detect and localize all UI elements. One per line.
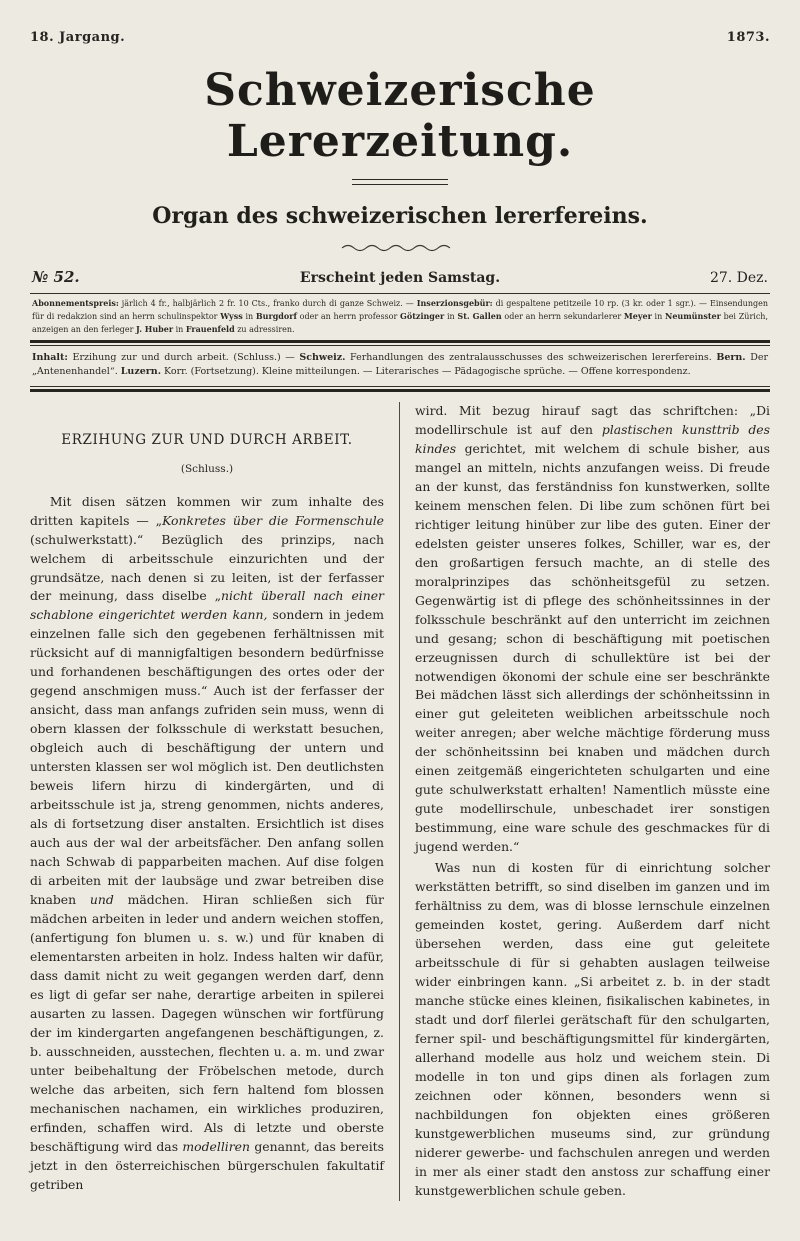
flourish-icon xyxy=(30,237,770,256)
article-heading: ERZIHUNG ZUR UND DURCH ARBEIT. xyxy=(61,431,353,448)
masthead xyxy=(30,30,770,392)
volume-label: 18. Jargang. xyxy=(30,30,126,45)
issue-number: № 52. xyxy=(32,267,80,286)
newspaper-title: Schweizerische Lererzeitung. xyxy=(204,65,596,167)
article-columns xyxy=(30,402,770,1201)
publication-frequency: Erscheint jeden Samstag. xyxy=(299,269,501,286)
article-subheading: (Schluss.) xyxy=(180,462,234,475)
divider-rule xyxy=(30,293,770,294)
left-column xyxy=(30,402,400,1201)
divider-rule xyxy=(30,386,770,387)
newspaper-subtitle: Organ des schweizerischen lererfereins. xyxy=(152,202,648,229)
title-divider-rule xyxy=(352,179,448,185)
issue-date: 27. Dez. xyxy=(709,269,768,286)
article-paragraph: Mit disen sätzen kommen wir zum inhalte des dritten kapitels — „Konkretes über die Formenschule (schulwerkstatt).“ Bezüglich des prinzips, nach welchem di arbeitsschule einzurichten und der grundsätze, nach denen si zu leiten, ist der ferfasser der meinung, dass diselbe „nicht überall nach einer schablone eingerichtet werden kann, sondern in jedem einzelnen falle sich den gegebenen ferhältnissen mit rücksicht auf di mannigfaltigen besondern bedürfnisse und forhandenen beschäftigungen des ortes oder der gegend anschmigen muss.“ Auch ist der ferfasser der ansicht, dass man anfangs zufriden sein muss, wenn di obern klassen der folksschule di werkstatt besuchen, obgleich auch di beschäftigung der untern und untersten klassen ser wol möglich ist. Den deutlichsten beweis lifern hirzu di kindergärten, und di arbeitsschule ist ja, streng genommen, nichts anderes, als di fortsetzung diser anstalten. Ersichtlich ist dises auch aus der wal der arbeitsfächer. Den anfang sollen nach Schwab di papparbeiten machen. Auf dise folgen di arbeiten mit der laubsäge und zwar betreiben dise knaben und mädchen. Hiran schließen sich für mädchen arbeiten in leder und andern weichen stoffen, (anfertigung fon blumen u. s. w.) und für knaben di elementarsten arbeiten in holz. Indess halten wir dafür, dass damit nicht zu weit gegangen werden darf, denn es ligt di gefar ser nahe, derartige arbeiten in spilerei ausarten zu lassen. Dagegen wünschen wir fortfürung der im kindergarten angefangenen beschäftigungen, z. b. ausschneiden, ausstechen, flechten u. a. m. und zwar unter beibehaltung der Fröbelschen metode, durch welche das arbeiten, sich fern haltend fom blossen mechanischen nachamen, ein wirkliches produziren, erfinden, schaffen wird. Als di letzte und oberste beschäftigung wird das modelliren genannt, das bereits jetzt in den österreichischen bürgerschulen fakultatif getriben xyxy=(30,493,385,1192)
right-column xyxy=(400,402,770,1201)
top-row xyxy=(30,30,770,45)
imprint-text: Abonnementspreis: järlich 4 fr., halbjärlich 2 fr. 10 Cts., franko durch di ganze Schweiz. — Inserzionsgebür: di gespaltene petitzeile 10 rp. (3 kr. oder 1 sgr.). — Einsendungen für di redakzion sind an herrn schulinspektor Wyss in Burgdorf oder an herrn professor Götzinger in St. Gallen oder an herrn sekundarlerer Meyer in Neumünster bei Zürich, anzeigen an den ferleger J. Huber in Frauenfeld zu adressiren. xyxy=(32,297,769,334)
article-paragraph: Was nun di kosten für di einrichtung solcher werkstätten betrifft, so sind diselben im ganzen und im ferhältniss zu dem, was di blosse lernschule einzelnen gemeinden kostet, gering. Außerdem darf nicht übersehen werden, dass eine gut geleitete arbeitsschule di für si gehabten auslagen teilweise wider einbringen kann. „Si arbeitet z. b. in der stadt manche stücke eines kleinen, fisikalischen kabinetes, in stadt und dorf filerlei gerätschaft für den schulgarten, ferner spil- und beschäftigungsmittel für kindergärten, allerhand modelle aus holz und weichem stein. Di modelle in ton und gips dinen als forlagen zum zeichnen oder können, besonders wenn si nachbildungen fon objekten eines größeren kunstgewerblichen museums sind, zur gründung niderer gewerbe- und fachschulen anregen und werden in mer als einer stadt den anstoss zur schaffung einer kunstgewerblichen schule geben. xyxy=(415,860,770,1198)
year-label: 1873. xyxy=(726,30,770,45)
divider-rule xyxy=(30,340,770,343)
issue-row xyxy=(30,268,770,286)
divider-rule xyxy=(30,345,770,346)
divider-rule xyxy=(30,389,770,392)
table-of-contents: Inhalt: Erzihung zur und durch arbeit. (Schluss.) — Schweiz. Ferhandlungen des zentralausschusses des schweizerischen lererfereins. Bern. Der „Antenenhandel“. Luzern. Korr. (Fortsetzung). Kleine mitteilungen. — Literarisches — Pädagogische sprüche. — Offene korrespondenz. xyxy=(32,351,768,378)
article-paragraph: wird. Mit bezug hirauf sagt das schriftchen: „Di modellirschule ist auf den plastischen kunsttrib des kindes gerichtet, mit welchem di schule bisher, aus mangel an mitteln, nichts anzufangen weiss. Di freude an der kunst, das ferständniss fon kunstwerken, sollte keinem menschen felen. Di libe zum schönen fürt bei richtiger leitung hinüber zur libe des guten. Einer der edelsten geister unseres folkes, Schiller, war es, der den großartigen fersuch machte, an di stelle des moralprinzipes das schönheitsgefül zu setzen. Gegenwärtig ist di pflege des schönheitssinnes in der folksschule beschränkt auf den unterricht im zeichnen und gesang; schon di beschäftigung mit poetischen erzeugnissen durch di schullektüre ist bei der notwendigen ökonomi der schule eine ser beschränkte Bei mädchen lässt sich allerdings der schönheitssinn in einer gut geleiteten weiblichen arbeitsschule noch weiter anregen; aber welche mächtige förderung muss der schönheitssinn bei knaben und mädchen durch einen zeitgemäß eingerichteten schulgarten und eine gute schulwerkstatt erhalten! Namentlich müsste eine gute modellirschule, unbeschadet irer sonstigen bestimmung, eine ware schule des geschmackes für di jugend werden.“ xyxy=(415,402,770,855)
